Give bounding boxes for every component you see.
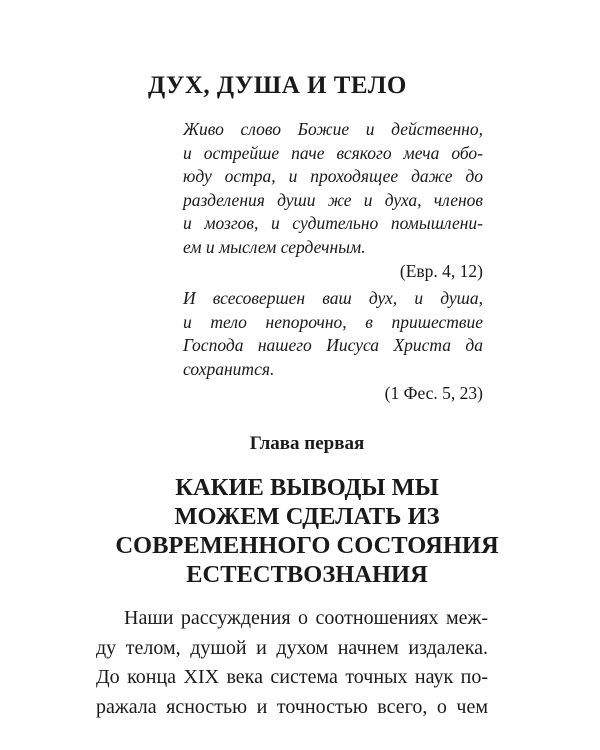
epigraph-line: И всесовершен ваш дух, и душа, — [183, 288, 483, 308]
epigraph-line: сохранится. — [183, 358, 275, 379]
epigraph-line: ем и мыслем сердечным. — [183, 236, 366, 257]
body-line: ду телом, душой и духом начнем издалека. — [96, 636, 488, 659]
epigraph-quote — [183, 118, 483, 259]
chapter-title — [0, 473, 600, 589]
body-line: ражала ясностью и точностью всего, о чем — [96, 695, 488, 718]
epigraph-line: и мозгов, и судительно помышлени- — [183, 213, 483, 233]
chapter-title-line: МОЖЕМ СДЕЛАТЬ ИЗ — [174, 503, 440, 530]
book-title: ДУХ, ДУША И ТЕЛО — [148, 72, 407, 99]
chapter-label: Глава первая — [249, 433, 365, 454]
body-line: До конца XIX века система точных наук по- — [96, 666, 488, 688]
epigraph-line: Живо слово Божие и действенно, — [183, 119, 483, 139]
epigraph-reference: (1 Фес. 5, 23) — [384, 383, 483, 403]
chapter-title-line: ЕСТЕСТВОЗНАНИЯ — [186, 561, 428, 588]
epigraph-line: и острейше паче всякого меча обо- — [183, 142, 483, 163]
epigraph-line: разделения души же и духа, членов — [183, 189, 483, 210]
chapter-title-line: КАКИЕ ВЫВОДЫ МЫ — [175, 474, 439, 501]
epigraph-line: и тело непорочно, в пришествие — [183, 311, 483, 332]
chapter-title-line: СОВРЕМЕННОГО СОСТОЯНИЯ — [115, 532, 499, 559]
epigraph-line: Господа нашего Иисуса Христа да — [183, 335, 483, 355]
epigraph-quote — [183, 287, 483, 381]
epigraph-line: юду остра, и проходящее даже до — [183, 166, 483, 186]
epigraph — [183, 287, 483, 404]
body-line: Наши рассуждения о соотношениях меж- — [124, 607, 488, 629]
epigraph — [183, 118, 483, 282]
epigraph-reference: (Евр. 4, 12) — [399, 261, 483, 281]
body-paragraph — [96, 604, 488, 722]
